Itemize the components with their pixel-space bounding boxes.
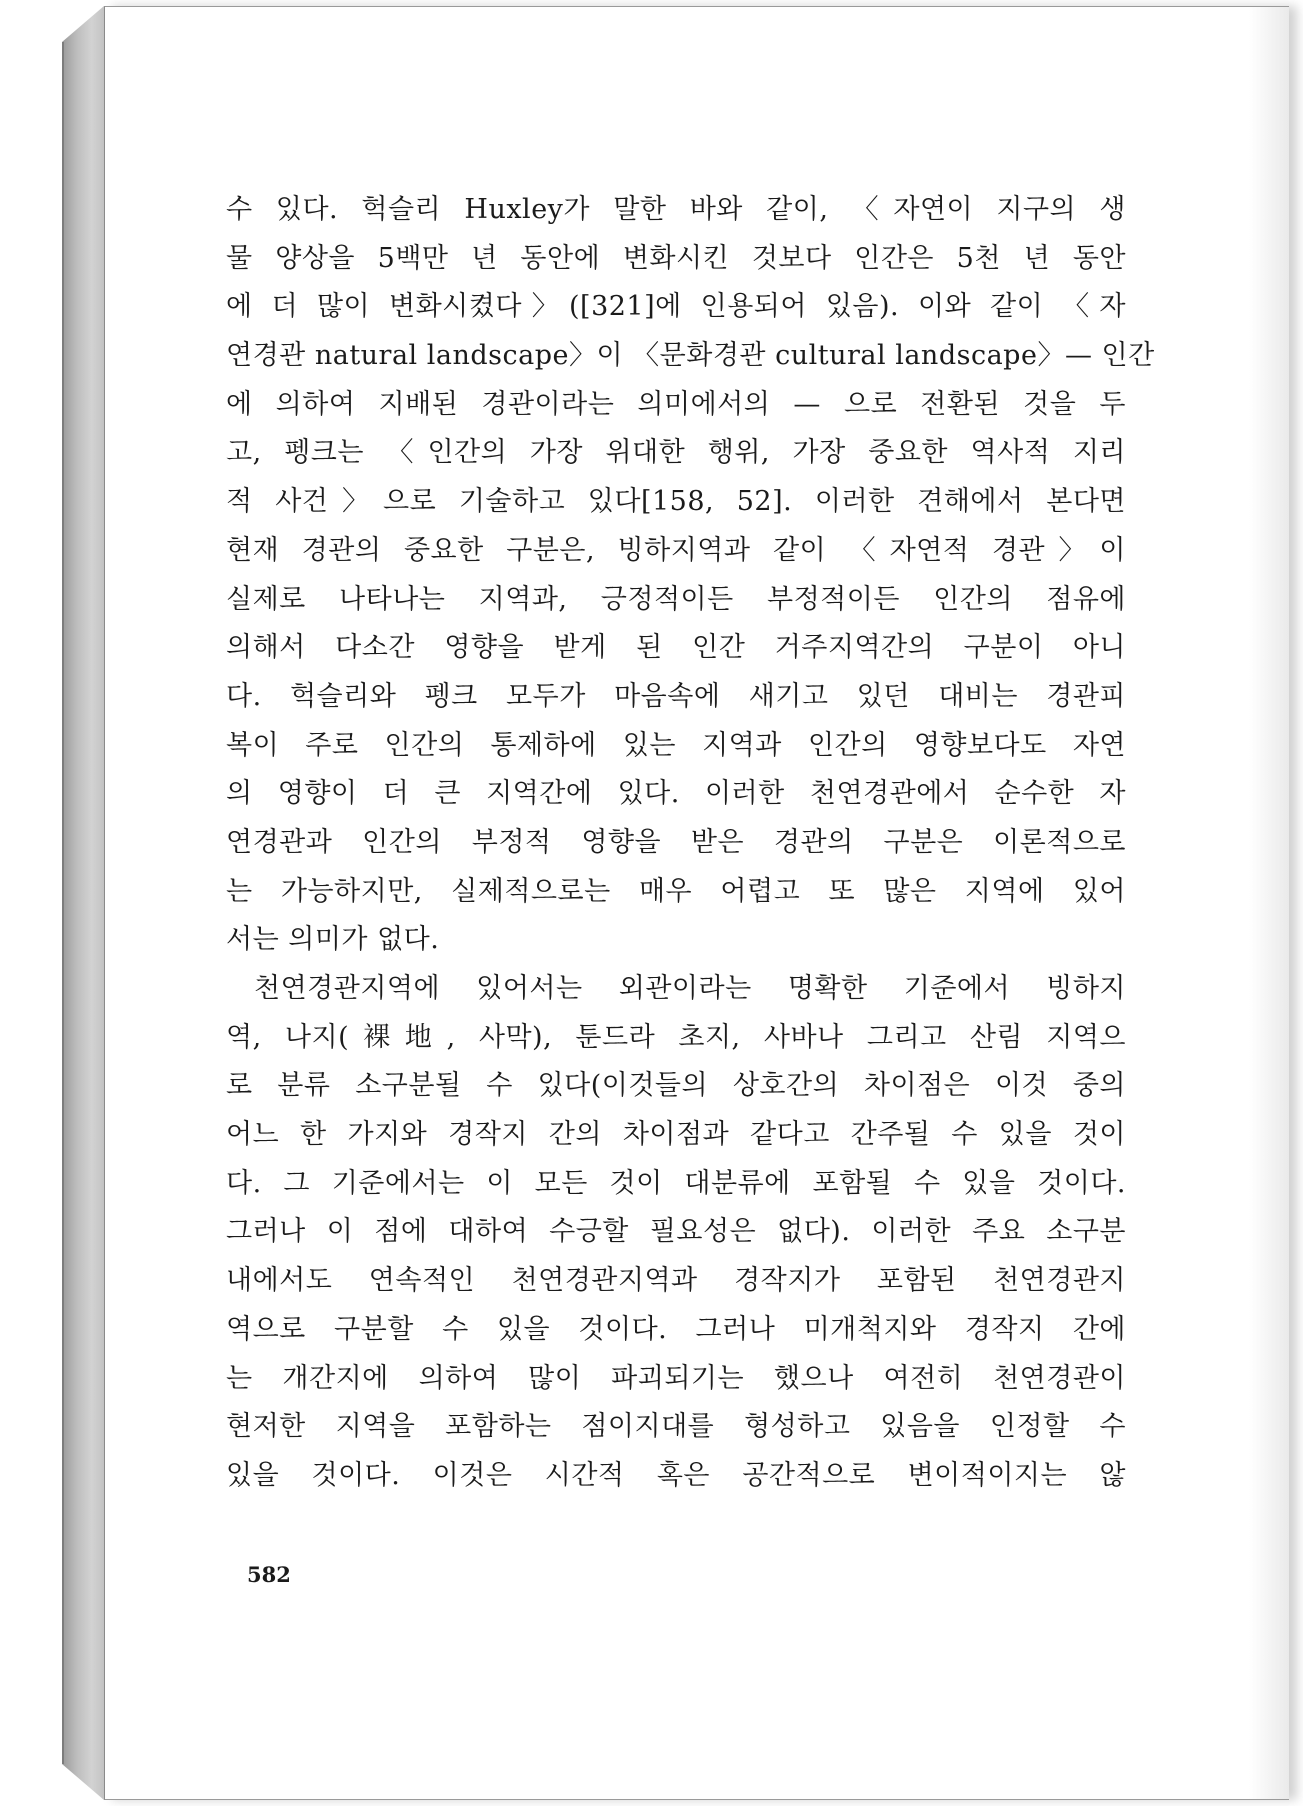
text-line: 는 개간지에 의하여 많이 파괴되기는 했으나 여전히 천연경관이 <box>226 1362 1126 1394</box>
text-line: 다. 그 기준에서는 이 모든 것이 대분류에 포함될 수 있을 것이다. <box>226 1167 1126 1199</box>
text-line: 있을 것이다. 이것은 시간적 혹은 공간적으로 변이적이지는 않 <box>226 1459 1126 1491</box>
book-spine <box>62 6 104 1800</box>
text-line: 복이 주로 인간의 통제하에 있는 지역과 인간의 영향보다도 자연 <box>226 729 1126 761</box>
text-line: 에 의하여 지배된 경관이라는 의미에서의 — 으로 전환된 것을 두 <box>226 388 1126 420</box>
text-line: 내에서도 연속적인 천연경관지역과 경작지가 포함된 천연경관지 <box>226 1265 1126 1297</box>
text-line: 어느 한 가지와 경작지 간의 차이점과 같다고 간주될 수 있을 것이 <box>226 1119 1126 1151</box>
text-line: 실제로 나타나는 지역과, 긍정적이든 부정적이든 인간의 점유에 <box>226 583 1126 615</box>
text-line: 의 영향이 더 큰 지역간에 있다. 이러한 천연경관에서 순수한 자 <box>226 778 1126 810</box>
page-number: 582 <box>247 1562 291 1587</box>
text-line: 연경관 natural landscape〉이 〈문화경관 cultural landscape〉— 인간 <box>226 340 1155 372</box>
spine-edge-line <box>62 42 64 1764</box>
text-line: 현저한 지역을 포함하는 점이지대를 형성하고 있음을 인정할 수 <box>226 1411 1126 1443</box>
body-text <box>226 186 1155 1501</box>
text-line: 그러나 이 점에 대하여 수긍할 필요성은 없다). 이러한 주요 소구분 <box>226 1216 1126 1248</box>
text-line: 다. 헉슬리와 펭크 모두가 마음속에 새기고 있던 대비는 경관피 <box>226 680 1126 712</box>
text-line: 물 양상을 5백만 년 동안에 변화시킨 것보다 인간은 5천 년 동안 <box>226 242 1126 274</box>
text-line: 서는 의미가 없다. <box>226 924 440 956</box>
text-line: 현재 경관의 중요한 구분은, 빙하지역과 같이 〈자연적 경관〉이 <box>226 534 1126 566</box>
text-line: 에 더 많이 변화시켰다〉([321]에 인용되어 있음). 이와 같이 〈자 <box>226 291 1126 323</box>
text-line: 역, 나지(裸地, 사막), 툰드라 초지, 사바나 그리고 산림 지역으 <box>226 1021 1126 1053</box>
text-line: 천연경관지역에 있어서는 외관이라는 명확한 기준에서 빙하지 <box>254 973 1126 1004</box>
text-line: 고, 펭크는 〈인간의 가장 위대한 행위, 가장 중요한 역사적 지리 <box>226 437 1126 469</box>
text-line: 연경관과 인간의 부정적 영향을 받은 경관의 구분은 이론적으로 <box>226 826 1126 858</box>
text-line: 수 있다. 헉슬리 Huxley가 말한 바와 같이, 〈자연이 지구의 생 <box>226 194 1126 225</box>
text-line: 로 분류 소구분될 수 있다(이것들의 상호간의 차이점은 이것 중의 <box>226 1070 1126 1102</box>
text-line: 의해서 다소간 영향을 받게 된 인간 거주지역간의 구분이 아니 <box>226 632 1126 664</box>
text-line: 적 사건〉으로 기술하고 있다[158, 52]. 이러한 견해에서 본다면 <box>226 486 1126 518</box>
text-line: 는 가능하지만, 실제적으로는 매우 어렵고 또 많은 지역에 있어 <box>226 875 1126 907</box>
page-edge-shade <box>1249 7 1289 1799</box>
text-line: 역으로 구분할 수 있을 것이다. 그러나 미개척지와 경작지 간에 <box>226 1313 1126 1345</box>
